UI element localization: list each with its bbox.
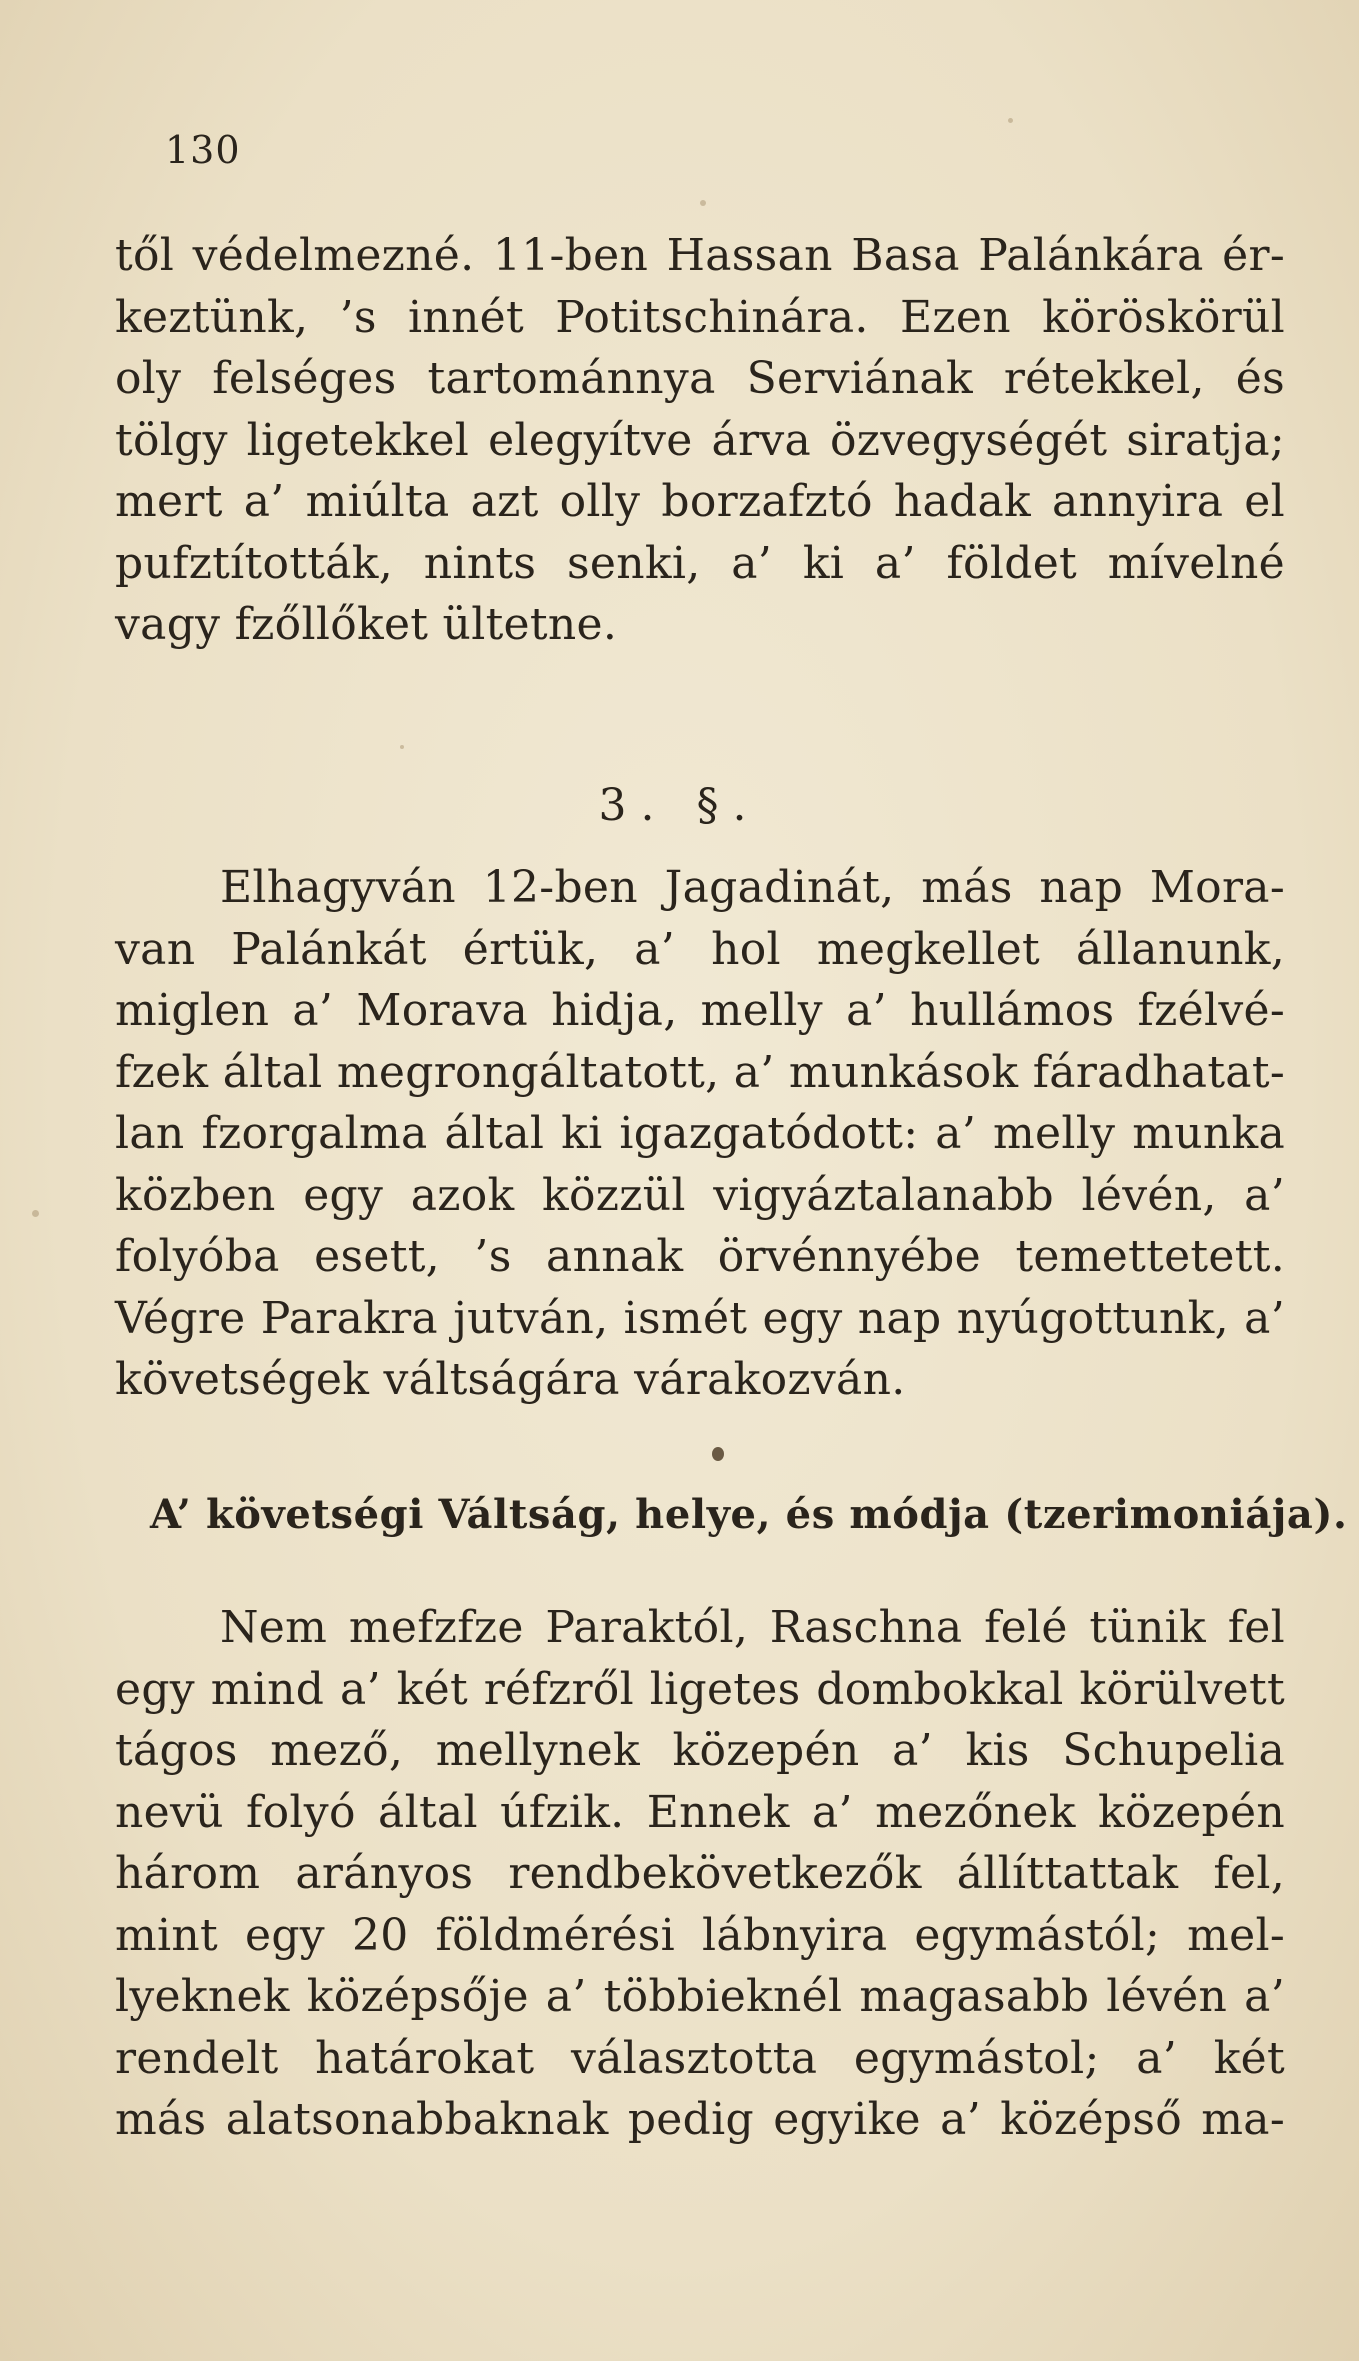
- text-line: tágos mező, mellynek közepén a’ kis Schupelia: [115, 1725, 1285, 1776]
- text-line: oly felséges tartománnya Serviának rétekkel, és: [115, 353, 1285, 404]
- text-line: fzek által megrongáltatott, a’ munkások fáradhatat-: [115, 1046, 1285, 1098]
- section-mark: 3. §.: [598, 780, 761, 831]
- text-line: közben egy azok közzül vigyáztalanabb lévén, a’: [115, 1169, 1285, 1221]
- text-line: lan fzorgalma által ki igazgatódott: a’ melly munka: [115, 1108, 1285, 1159]
- section-heading: A’ követségi Váltság, helye, és módja (tzerimoniája).: [150, 1491, 1348, 1538]
- text-line: lyeknek középsője a’ többieknél magasabb lévén a’: [115, 1971, 1285, 2022]
- text-line: egy mind a’ két réfzről ligetes dombokkal körülvett: [115, 1663, 1285, 1715]
- text-line: más alatsonabbaknak pedig egyike a’ középső ma-: [115, 2094, 1285, 2145]
- text-line: nevü folyó által úfzik. Ennek a’ mezőnek közepén: [115, 1786, 1285, 1838]
- text-line: Elhagyván 12-ben Jagadinát, más nap Mora-: [220, 862, 1285, 913]
- text-line: pufztították, nints senki, a’ ki a’ földet mívelné: [115, 537, 1285, 589]
- paper-speck: [1008, 118, 1013, 123]
- text-line: Nem mefzfze Paraktól, Raschna felé tünik fel: [220, 1602, 1285, 1653]
- text-line: mert a’ miúlta azt olly borzafztó hadak annyira el: [115, 476, 1285, 527]
- paragraph-3: [115, 1597, 1285, 2151]
- paragraph-1: [115, 225, 1285, 656]
- text-line: rendelt határokat választotta egymástol; a’ két: [115, 2032, 1285, 2084]
- text-line: vagy fzőllőket ültetne.: [115, 599, 618, 650]
- text-line: Végre Parakra jutván, ismét egy nap nyúgottunk, a’: [115, 1292, 1285, 1344]
- text-line: mint egy 20 földmérési lábnyira egymástól; mel-: [115, 1909, 1285, 1961]
- paragraph-2: [115, 857, 1285, 1411]
- text-line: van Palánkát értük, a’ hol megkellet állanunk,: [115, 923, 1285, 975]
- page-number: 130: [165, 128, 241, 172]
- paper-speck: [700, 200, 706, 206]
- text-line: től védelmezné. 11-ben Hassan Basa Palánkára ér-: [115, 230, 1285, 281]
- text-line: keztünk, ’s innét Potitschinára. Ezen köröskörül: [115, 291, 1285, 343]
- text-line: követségek váltságára várakozván.: [115, 1354, 906, 1405]
- paper-speck: [400, 745, 404, 749]
- text-line: miglen a’ Morava hidja, melly a’ hullámos fzélvé-: [115, 985, 1285, 1036]
- text-line: folyóba esett, ’s annak örvénnyébe temettetett.: [115, 1231, 1285, 1282]
- ornament-dot: [712, 1447, 724, 1461]
- paper-speck: [32, 1210, 39, 1217]
- text-line: három arányos rendbekövetkezők állíttattak fel,: [115, 1848, 1285, 1899]
- text-line: tölgy ligetekkel elegyítve árva özvegységét siratja;: [115, 414, 1285, 466]
